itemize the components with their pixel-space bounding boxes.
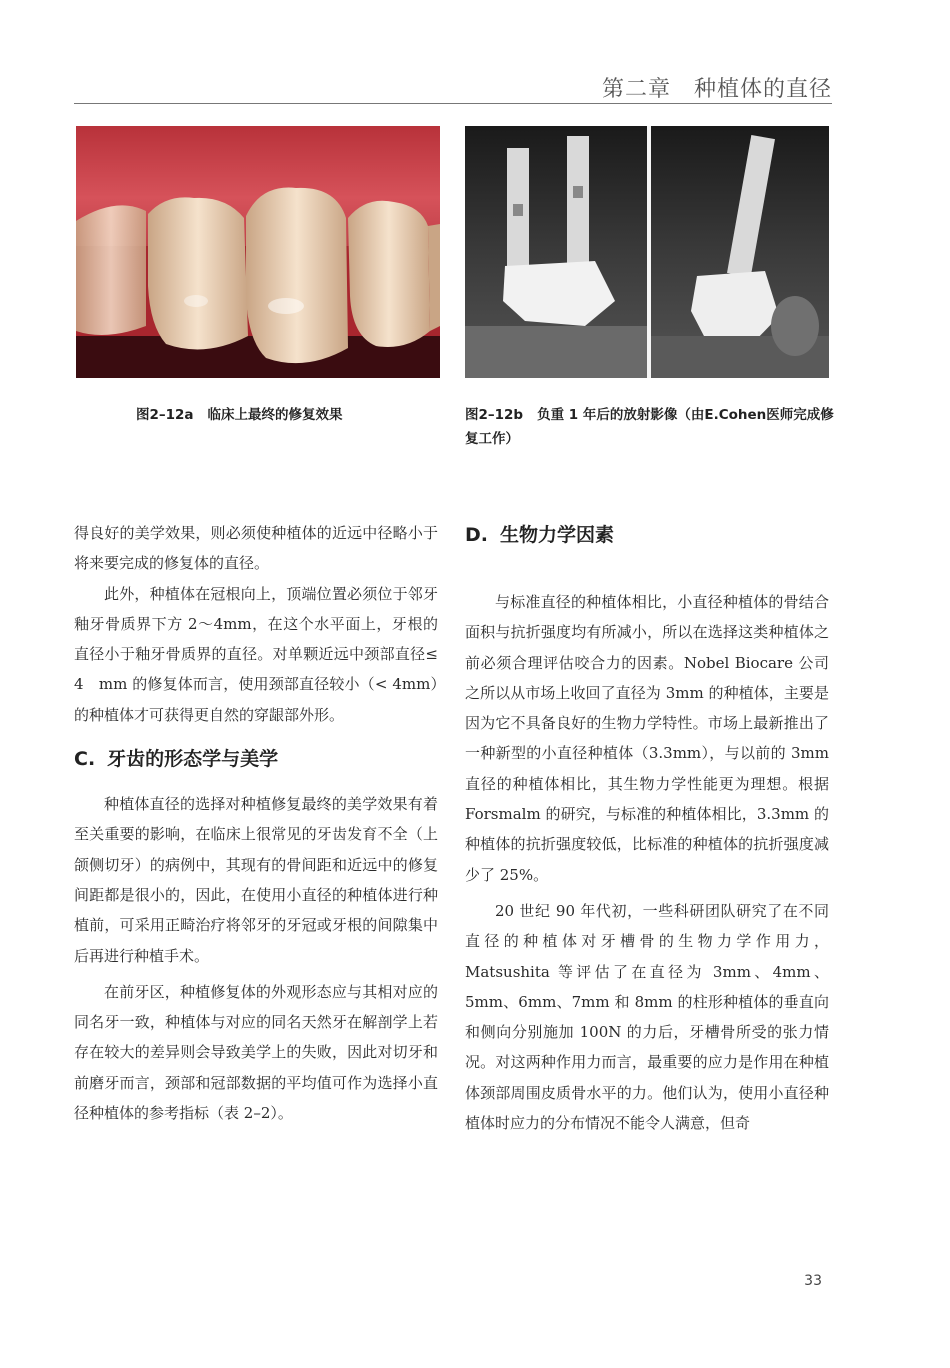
figure-number: 图2–12a	[136, 407, 194, 423]
radiograph-image	[465, 126, 829, 378]
figure-caption-b	[465, 403, 837, 451]
left-column	[74, 518, 438, 1128]
paragraph: 与标准直径的种植体相比，小直径种植体的骨结合面积与抗折强度均有所减小，所以在选择这类种植体之前必须合理评估咬合力的因素。Nobel Biocare 公司之所以从市场上收回了直径为 3mm 的种植体，主要是因为它不具备良好的生物力学特性。市场上最新推出了一种新型的小直径种植体（3.3mm），与以前的 3mm 直径的种植体相比，其生物力学性能更为理想。根据 Forsmalm 的研究，与标准的种植体相比，3.3mm 的种植体的抗折强度较低，比标准的种植体的抗折强度减少了 25%。	[465, 593, 829, 884]
header-divider	[74, 103, 832, 104]
paragraph: 此外，种植体在冠根向上，顶端位置必须位于邻牙釉牙骨质界下方 2～4mm，在这个水平面上，牙根的直径小于釉牙骨质界的直径。对单颗近远中颈部直径≤ 4 mm 的修复体而言，使用颈部直径较小（< 4mm）的种植体才可获得更自然的穿龈部外形。	[74, 584, 438, 724]
right-column	[465, 518, 829, 1138]
figure-caption-a	[136, 403, 436, 427]
section-title: 生物力学因素	[500, 524, 615, 546]
section-heading	[74, 744, 438, 771]
section-heading	[465, 520, 829, 547]
paragraph: 得良好的美学效果，则必须使种植体的近远中径略小于将来要完成的修复体的直径。	[74, 524, 438, 573]
paragraph: 种植体直径的选择对种植修复最终的美学效果有着至关重要的影响，在临床上很常见的牙齿发育不全（上颌侧切牙）的病例中，其现有的骨间距和近远中的修复间距都是很小的，因此，在使用小直径的种植体进行种植前，可采用正畸治疗将邻牙的牙冠或牙根的间隙集中后再进行种植手术。	[74, 795, 438, 965]
chapter-header: 第二章 种植体的直径	[601, 77, 832, 102]
clinical-photo	[76, 126, 440, 378]
page-number: 33	[804, 1273, 822, 1289]
paragraph: 20 世纪 90 年代初，一些科研团队研究了在不同直径的种植体对牙槽骨的生物力学作用力，Matsushita 等评估了在直径为 3mm、4mm、5mm、6mm、7mm 和 8mm 的柱形种植体的垂直向和侧向分别施加 100N 的力后，牙槽骨所受的张力情况。对这两种作用力而言，最重要的应力是作用在种植体颈部周围皮质骨水平的力。他们认为，使用小直径种植体时应力的分布情况不能令人满意，但奇	[465, 901, 829, 1133]
figure-number: 图2–12b	[465, 407, 524, 423]
paragraph: 在前牙区，种植修复体的外观形态应与其相对应的同名牙一致，种植体与对应的同名天然牙在解剖学上若存在较大的差异则会导致美学上的失败，因此对切牙和前磨牙而言，颈部和冠部数据的平均值可作为选择小直径种植体的参考指标（表 2–2）。	[74, 982, 438, 1123]
figure-caption-text: 负重 1 年后的放射影像（由E.Cohen医师完成修复工作）	[465, 407, 834, 447]
section-letter: C.	[74, 748, 96, 771]
figure-caption-text: 临床上最终的修复效果	[207, 407, 343, 423]
section-letter: D.	[465, 524, 488, 546]
section-title: 牙齿的形态学与美学	[107, 748, 279, 771]
